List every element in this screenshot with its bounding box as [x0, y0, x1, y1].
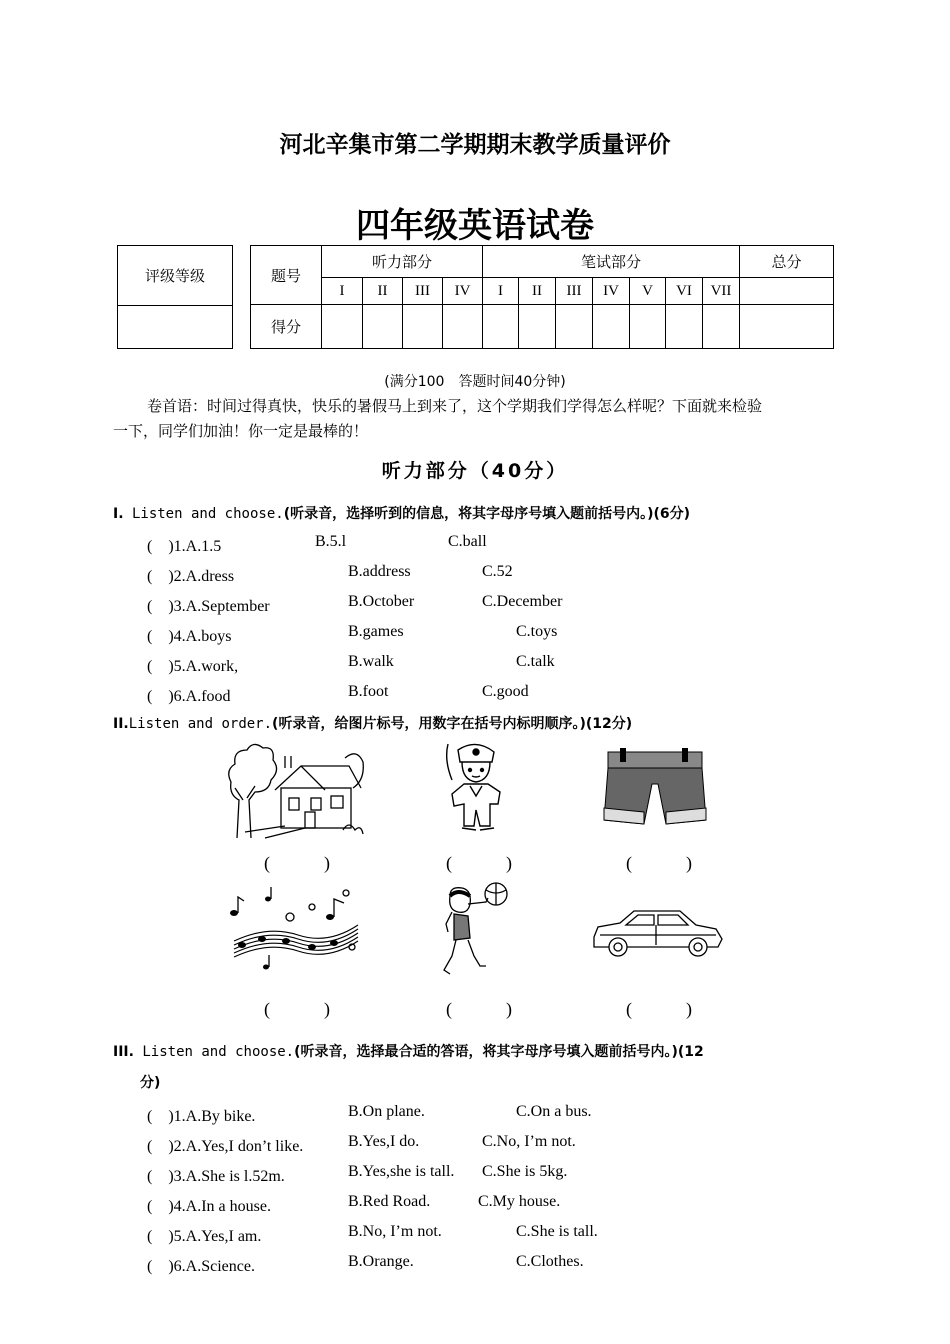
option-b: B.No, I’m not. — [348, 1223, 442, 1240]
shorts-image — [600, 748, 710, 830]
listening-part-label: 听力部分 — [322, 246, 483, 278]
question-stem: ( )4.A.In a house. — [147, 1198, 271, 1215]
question-stem: ( )5.A.Yes,I am. — [147, 1228, 262, 1245]
score-label: 得分 — [251, 305, 322, 349]
option-c: C.good — [482, 683, 529, 700]
option-c: C.December — [482, 593, 563, 610]
question-stem: ( )2.A.Yes,I don’t like. — [147, 1138, 304, 1155]
question-stem: ( )4.A.boys — [147, 628, 232, 645]
total-empty-cell — [740, 278, 834, 305]
section-3-heading-cont — [140, 1072, 160, 1092]
section-3-english: Listen and choose. — [133, 1044, 295, 1060]
question-row — [0, 653, 950, 675]
score-cell[interactable] — [443, 305, 483, 349]
score-cell[interactable] — [630, 305, 666, 349]
question-stem: ( )6.A.food — [147, 688, 231, 705]
written-col: VII — [703, 278, 740, 305]
option-c: C.No, I’m not. — [482, 1133, 576, 1150]
option-c: C.On a bus. — [516, 1103, 592, 1120]
written-part-label: 笔试部分 — [483, 246, 740, 278]
worker-image — [440, 740, 520, 840]
option-b: B.Orange. — [348, 1253, 414, 1270]
score-cell[interactable] — [322, 305, 363, 349]
section-2-english: Listen and order. — [128, 716, 273, 732]
music-notes-image — [228, 885, 363, 975]
section-1-english: Listen and choose. — [123, 506, 284, 522]
listening-heading: 听力部分（40分） — [381, 460, 569, 482]
section-3-number: III. — [113, 1044, 134, 1060]
written-col: II — [519, 278, 556, 305]
order-bracket[interactable]: ( ) — [264, 853, 330, 873]
question-row — [0, 1133, 950, 1155]
section-1-chinese: (听录音，选择听到的信息，将其字母序号填入题前括号内。)(6分) — [283, 506, 691, 522]
question-row — [0, 593, 950, 615]
option-b: B.games — [348, 623, 404, 640]
listening-col: III — [403, 278, 443, 305]
written-col: IV — [593, 278, 630, 305]
question-stem: ( )5.A.work, — [147, 658, 239, 675]
score-cell[interactable] — [666, 305, 703, 349]
exam-subtitle: 四年级英语试卷 — [356, 206, 594, 246]
option-c: C.ball — [448, 533, 487, 550]
question-stem: ( )6.A.Science. — [147, 1258, 255, 1275]
score-cell[interactable] — [556, 305, 593, 349]
option-c: C.My house. — [478, 1193, 561, 1210]
option-b: B.foot — [348, 683, 389, 700]
question-row — [0, 1223, 950, 1245]
written-col: VI — [666, 278, 703, 305]
house-scene-image — [225, 740, 365, 840]
order-bracket[interactable]: ( ) — [626, 999, 692, 1019]
section-3-chinese-cont: 分) — [140, 1075, 161, 1091]
option-b: B.5.l — [315, 533, 347, 550]
question-row — [0, 1193, 950, 1215]
score-table — [250, 245, 834, 349]
listening-col: I — [322, 278, 363, 305]
score-cell[interactable] — [483, 305, 519, 349]
option-c: C.She is tall. — [516, 1223, 598, 1240]
score-cell[interactable] — [403, 305, 443, 349]
score-cell[interactable] — [703, 305, 740, 349]
option-c: C.52 — [482, 563, 513, 580]
question-stem: ( )1.A.1.5 — [147, 538, 222, 555]
section-3-chinese: (听录音，选择最合适的答语，将其字母序号填入题前括号内。)(12 — [294, 1044, 704, 1060]
question-stem: ( )1.A.By bike. — [147, 1108, 256, 1125]
question-stem: ( )2.A.dress — [147, 568, 235, 585]
option-c: C.She is 5kg. — [482, 1163, 568, 1180]
score-cell[interactable] — [363, 305, 403, 349]
grade-label: 评级等级 — [118, 246, 233, 306]
option-b: B.address — [348, 563, 411, 580]
listening-col: IV — [443, 278, 483, 305]
written-col: III — [556, 278, 593, 305]
order-bracket[interactable]: ( ) — [446, 853, 512, 873]
boy-basketball-image — [440, 880, 510, 980]
section-1-number: I. — [113, 506, 124, 522]
option-c: C.talk — [516, 653, 555, 670]
option-b: B.Yes,she is tall. — [348, 1163, 455, 1180]
item-number-label: 题号 — [251, 246, 322, 305]
question-stem: ( )3.A.She is l.52m. — [147, 1168, 285, 1185]
question-row — [0, 533, 950, 555]
option-b: B.On plane. — [348, 1103, 425, 1120]
option-b: B.Red Road. — [348, 1193, 431, 1210]
option-b: B.October — [348, 593, 415, 610]
listening-col: II — [363, 278, 403, 305]
question-row — [0, 683, 950, 705]
question-row — [0, 563, 950, 585]
option-c: C.Clothes. — [516, 1253, 584, 1270]
question-row — [0, 1163, 950, 1185]
section-3-heading — [113, 1041, 704, 1061]
exam-header-title: 河北辛集市第二学期期末教学质量评价 — [279, 132, 671, 158]
written-col: V — [630, 278, 666, 305]
written-col: I — [483, 278, 519, 305]
order-bracket[interactable]: ( ) — [626, 853, 692, 873]
section-2-chinese: (听录音，给图片标号，用数字在括号内标明顺序。)(12分) — [272, 716, 633, 732]
score-cell[interactable] — [593, 305, 630, 349]
score-cell[interactable] — [519, 305, 556, 349]
exam-info: (满分100 答题时间40分钟) — [384, 374, 566, 390]
section-1-heading — [113, 503, 690, 523]
section-2-heading — [113, 713, 632, 733]
total-label: 总分 — [740, 246, 834, 278]
intro-line-1: 卷首语：时间过得真快，快乐的暑假马上到来了，这个学期我们学得怎么样呢？下面就来检验 — [147, 397, 763, 415]
question-stem: ( )3.A.September — [147, 598, 270, 615]
grade-box — [117, 245, 233, 349]
option-b: B.walk — [348, 653, 394, 670]
question-row — [0, 1253, 950, 1275]
intro-line-2: 一下，同学们加油！你一定是最棒的！ — [113, 422, 369, 440]
order-bracket[interactable]: ( ) — [446, 999, 512, 1019]
order-bracket[interactable]: ( ) — [264, 999, 330, 1019]
total-score-cell[interactable] — [740, 305, 834, 349]
question-row — [0, 623, 950, 645]
grade-cell[interactable] — [118, 306, 233, 349]
question-row — [0, 1103, 950, 1125]
option-b: B.Yes,I do. — [348, 1133, 420, 1150]
option-c: C.toys — [516, 623, 558, 640]
section-2-number: II. — [113, 716, 129, 732]
car-image — [590, 905, 725, 960]
